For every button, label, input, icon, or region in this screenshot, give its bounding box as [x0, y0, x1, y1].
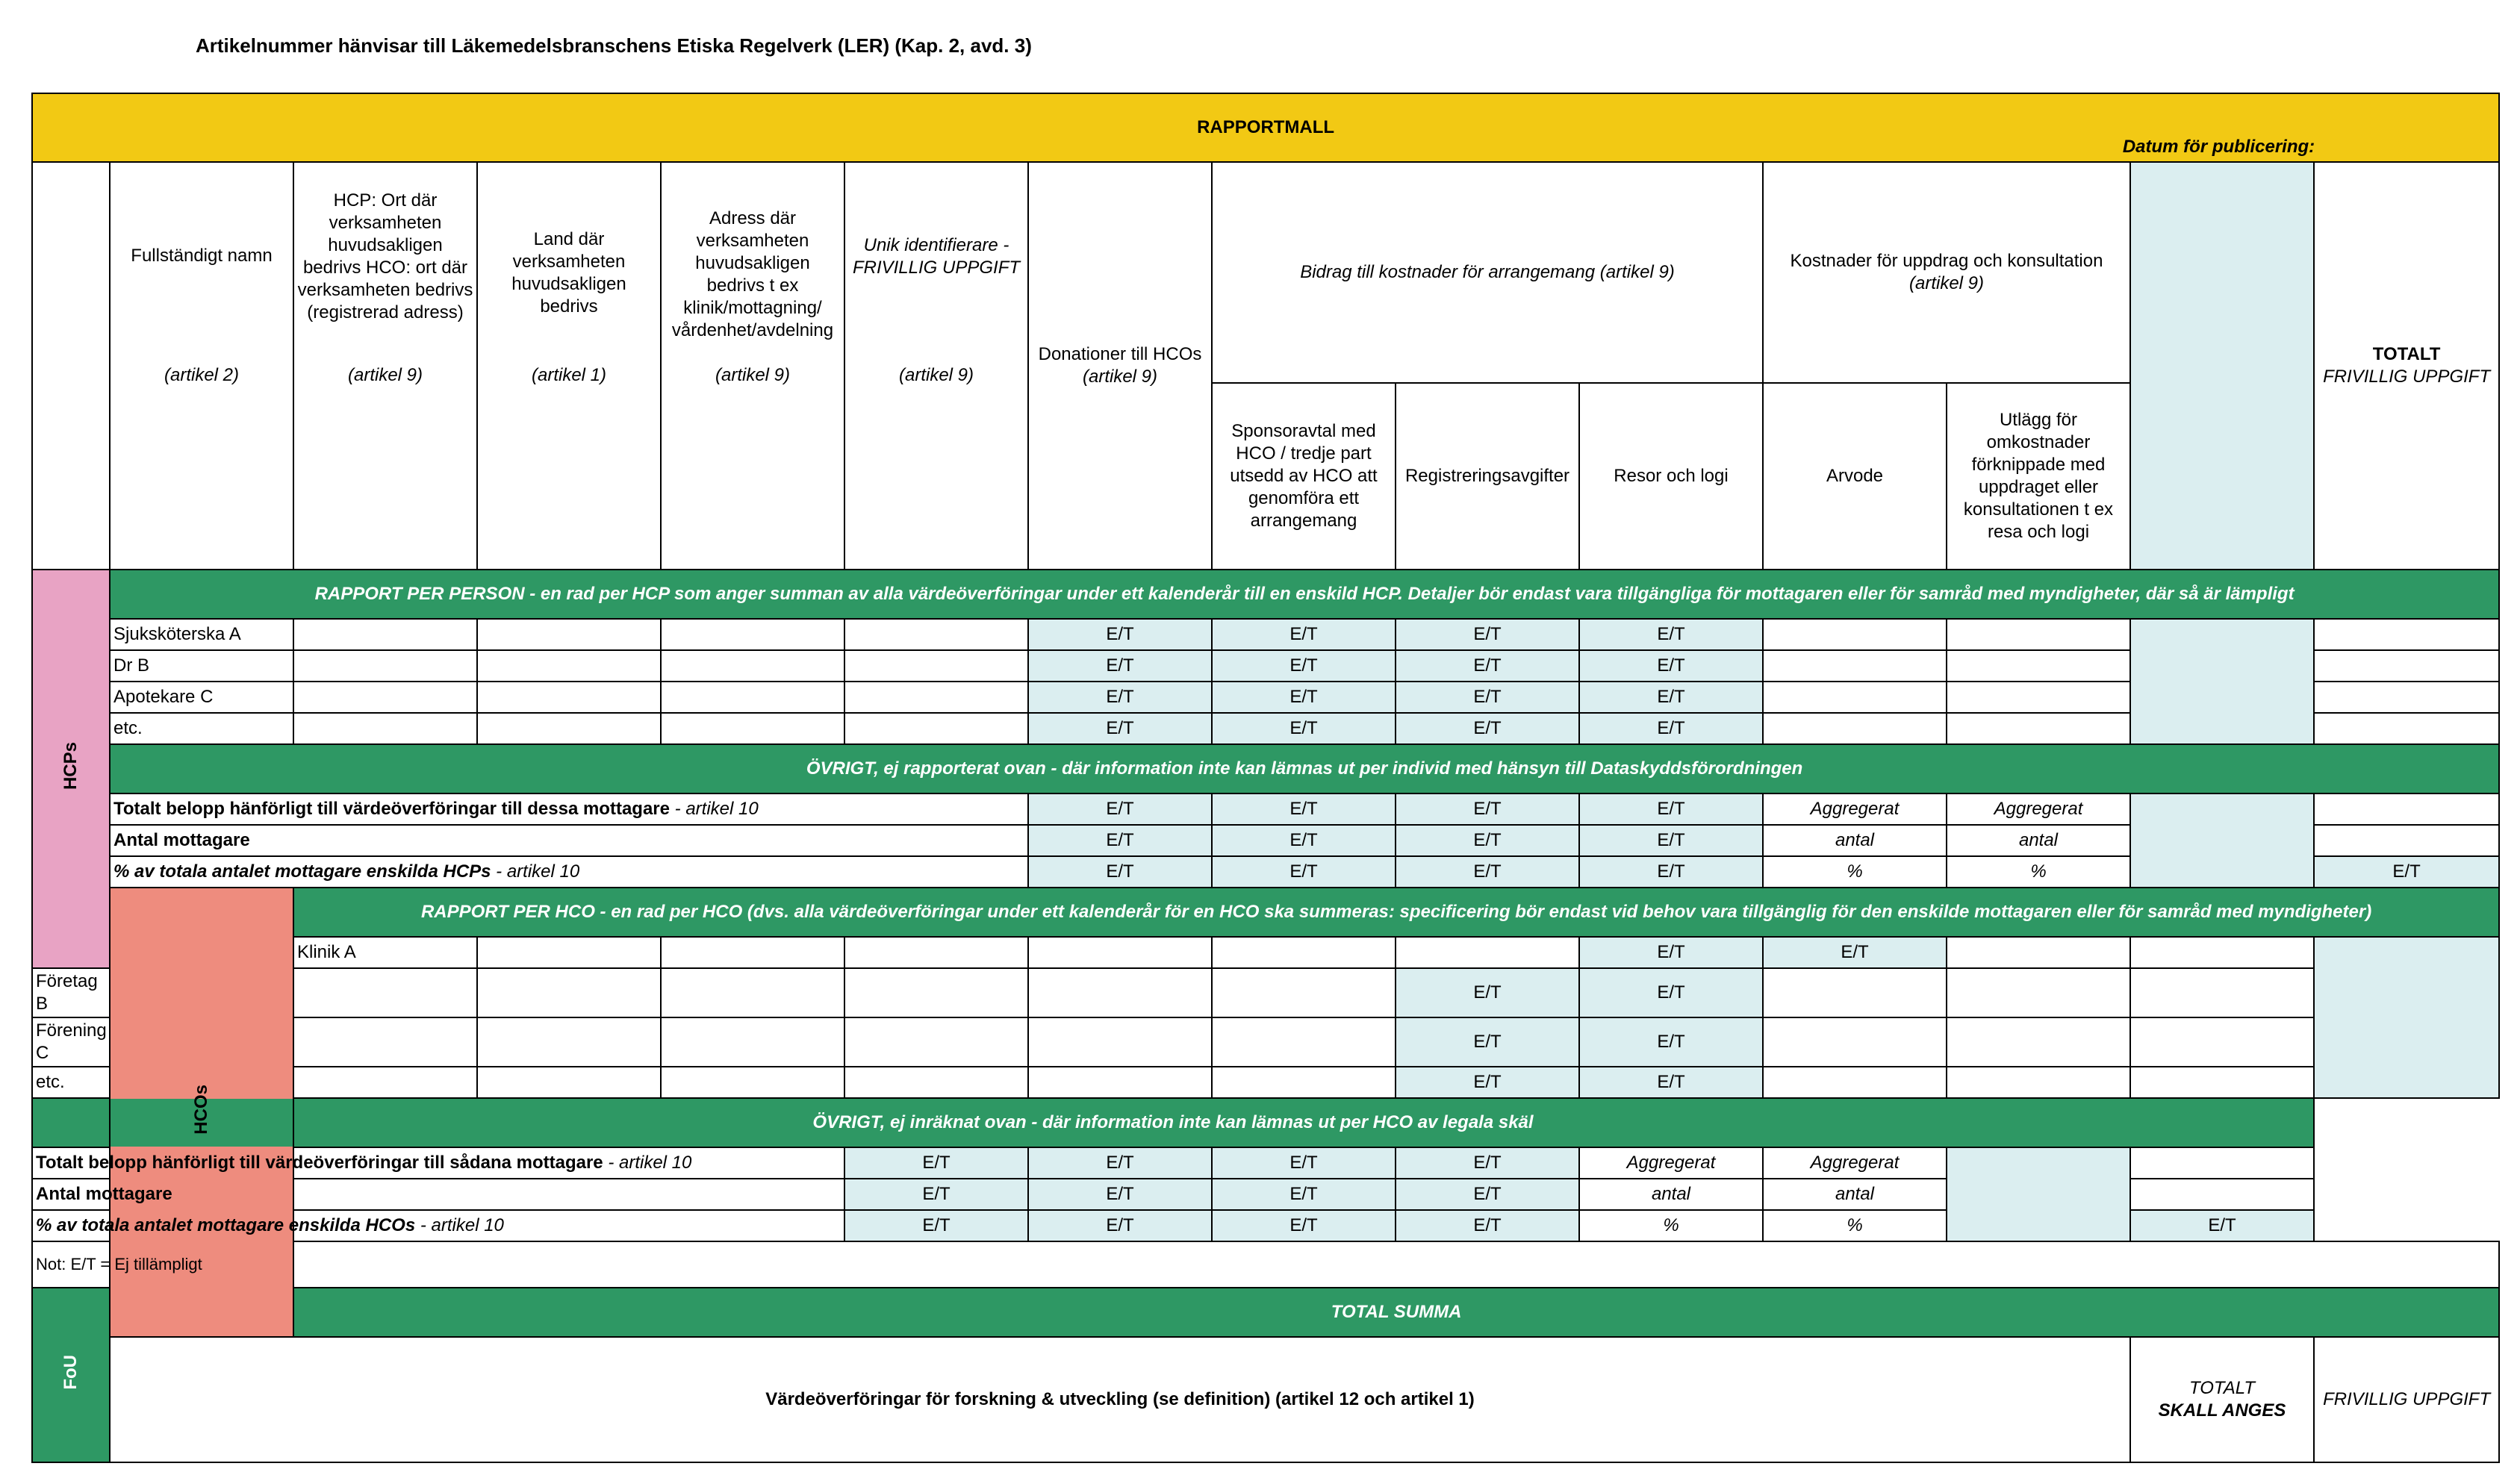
table-row	[32, 856, 2499, 888]
total-cell[interactable]	[2314, 825, 2499, 856]
na-cell: E/T	[1028, 825, 1212, 856]
header-consulting: Kostnader för uppdrag och konsultation (artikel 9)	[1763, 162, 2130, 383]
expenses-aggregate-cell: %	[1763, 1210, 1947, 1241]
registration-cell: E/T	[1579, 937, 1763, 968]
report-table	[31, 93, 2500, 1463]
na-cell: E/T	[1396, 793, 1579, 825]
donation-cell[interactable]	[1028, 968, 1212, 1017]
input-cell[interactable]	[477, 682, 661, 713]
sponsorship-cell[interactable]	[1396, 937, 1579, 968]
sponsorship-cell[interactable]	[1212, 968, 1396, 1017]
hco-row-label: Förening C	[32, 1017, 110, 1067]
top-note: Artikelnummer hänvisar till Läkemedelsbranschens Etiska Regelverk (LER) (Kap. 2, avd. 3)	[196, 34, 1032, 57]
header-total: TOTALT FRIVILLIG UPPGIFT	[2314, 162, 2499, 570]
hcp-side-label	[32, 570, 110, 968]
sponsorship-cell[interactable]	[1212, 1067, 1396, 1098]
donation-cell: E/T	[1028, 619, 1212, 650]
hco-side-text: HCOs	[191, 1084, 211, 1135]
na-cell: E/T	[1396, 1210, 1579, 1241]
na-cell: E/T	[1579, 825, 1763, 856]
input-cell[interactable]	[844, 682, 1028, 713]
fou-side-text: FoU	[60, 1354, 81, 1390]
registration-cell: E/T	[1396, 968, 1579, 1017]
hco-row-label: Klinik A	[293, 937, 477, 968]
na-cell: E/T	[1028, 1147, 1212, 1179]
header-address: Adress där verksamheten huvudsakligen bedrivs t ex klinik/mottagning/ vårdenhet/avdelning (artikel 9)	[661, 162, 844, 570]
table-row	[32, 888, 2499, 937]
fee-cell[interactable]	[1763, 1067, 1947, 1098]
header-hcp-location: HCP: Ort där verksamheten huvudsakligen bedrivs HCO: ort där verksamheten bedrivs (registrerad adress) (artikel 9)	[293, 162, 477, 570]
table-row	[32, 1067, 2499, 1098]
input-cell[interactable]	[477, 1067, 661, 1098]
registration-cell: E/T	[1396, 1017, 1579, 1067]
fou-banner: TOTAL SUMMA	[293, 1288, 2499, 1337]
hcp-row-label: Dr B	[110, 650, 293, 682]
na-cell: E/T	[844, 1179, 1028, 1210]
total-cell[interactable]	[2314, 713, 2499, 744]
input-cell[interactable]	[844, 650, 1028, 682]
donation-cell[interactable]	[1028, 1067, 1212, 1098]
expenses-cell[interactable]	[1947, 619, 2130, 650]
publication-date-label: Datum för publicering:	[2122, 137, 2315, 157]
header-country: Land där verksamheten huvudsakligen bedrivs (artikel 1)	[477, 162, 661, 570]
na-cell: E/T	[1579, 856, 1763, 888]
donation-cell[interactable]	[1028, 1017, 1212, 1067]
registration-cell: E/T	[1396, 682, 1579, 713]
donation-cell: E/T	[1028, 713, 1212, 744]
na-cell: E/T	[1028, 856, 1212, 888]
header-travel: Resor och logi	[1579, 383, 1763, 570]
title-cell	[32, 93, 2499, 162]
expenses-aggregate-cell: Aggregerat	[1763, 1147, 1947, 1179]
aggregate-label-cell	[32, 1179, 844, 1210]
fou-optional-cell: FRIVILLIG UPPGIFT	[2314, 1337, 2499, 1462]
table-row	[32, 1147, 2499, 1179]
header-full-name: Fullständigt namn (artikel 2)	[110, 162, 293, 570]
hcp-banner: RAPPORT PER PERSON - en rad per HCP som anger summan av alla värdeöverföringar under ett kalenderår till en enskild HCP. Detaljer bör endast vara tillgängliga för mottagaren eller för samråd med myndigheter, där så är lämpligt	[110, 570, 2499, 619]
input-cell[interactable]	[844, 619, 1028, 650]
hco-banner: RAPPORT PER HCO - en rad per HCO (dvs. alla värdeöverföringar under ett kalenderår för en HCO ska summeras: specificering bör endast vid behov vara tillgänglig för den enskilde mottagaren eller för samråd med myndigheter)	[293, 888, 2499, 937]
input-cell[interactable]	[293, 619, 477, 650]
hcp-row-label: etc.	[110, 713, 293, 744]
aggregate-label: Antal mottagare	[36, 1184, 172, 1204]
header-event-costs: Bidrag till kostnader för arrangemang (artikel 9)	[1212, 162, 1763, 383]
page-title: RAPPORTMALL	[1197, 117, 1335, 137]
na-cell: E/T	[1396, 1179, 1579, 1210]
aggregate-label-cell	[110, 825, 1028, 856]
input-cell[interactable]	[1028, 937, 1212, 968]
input-cell[interactable]	[477, 968, 661, 1017]
input-cell[interactable]	[661, 713, 844, 744]
aggregate-article: - artikel 10	[670, 799, 759, 819]
input-cell[interactable]	[661, 650, 844, 682]
aggregate-label: Totalt belopp hänförligt till värdeöverföringar till sådana mottagare	[36, 1153, 603, 1173]
note-blank	[293, 1241, 2499, 1288]
total-na-cell: E/T	[2130, 1210, 2314, 1241]
table-row	[32, 968, 2499, 1017]
table-row	[32, 1098, 2499, 1147]
header-sponsorship: Sponsoravtal med HCO / tredje part utsedd av HCO att genomföra ett arrangemang	[1212, 383, 1396, 570]
registration-cell: E/T	[1396, 713, 1579, 744]
na-cell: E/T	[1028, 793, 1212, 825]
na-cell: E/T	[1212, 856, 1396, 888]
hcp-side-text: HCPs	[60, 741, 81, 791]
na-cell: E/T	[1396, 825, 1579, 856]
expenses-cell[interactable]	[1947, 650, 2130, 682]
na-cell: E/T	[1028, 1179, 1212, 1210]
fee-aggregate-cell: %	[1763, 856, 1947, 888]
fee-cell[interactable]	[1763, 968, 1947, 1017]
hco-row-label: etc.	[32, 1067, 110, 1098]
total-cell[interactable]	[2130, 1147, 2314, 1179]
fee-cell[interactable]	[1763, 650, 1947, 682]
table-row	[32, 1017, 2499, 1067]
input-cell[interactable]	[293, 968, 477, 1017]
total-cell[interactable]	[2130, 968, 2314, 1017]
travel-cell: E/T	[1579, 682, 1763, 713]
input-cell[interactable]	[477, 650, 661, 682]
aggregate-label-cell	[32, 1210, 844, 1241]
travel-cell: E/T	[1579, 619, 1763, 650]
aggregate-article: - artikel 10	[491, 861, 580, 882]
table-row	[32, 1288, 2499, 1337]
total-cell[interactable]	[2130, 1067, 2314, 1098]
fee-cell[interactable]	[1763, 619, 1947, 650]
aggregate-label-cell	[110, 856, 1028, 888]
sponsorship-cell: E/T	[1212, 619, 1396, 650]
input-cell[interactable]	[293, 682, 477, 713]
hcp-row-label: Sjuksköterska A	[110, 619, 293, 650]
na-cell: E/T	[1212, 825, 1396, 856]
input-cell[interactable]	[661, 682, 844, 713]
registration-cell: E/T	[1396, 650, 1579, 682]
travel-cell: E/T	[1579, 968, 1763, 1017]
aggregate-article: - artikel 10	[603, 1153, 692, 1173]
header-blank	[32, 162, 110, 570]
aggregate-label: % av totala antalet mottagare enskilda HCPs	[113, 861, 491, 882]
hcp-row-label: Apotekare C	[110, 682, 293, 713]
donation-cell: E/T	[1028, 650, 1212, 682]
input-cell[interactable]	[844, 968, 1028, 1017]
hco-other-banner: ÖVRIGT, ej inräknat ovan - där information inte kan lämnas ut per HCO av legala skäl	[32, 1098, 2314, 1147]
aggregate-label: Antal mottagare	[113, 830, 250, 850]
input-cell[interactable]	[477, 1017, 661, 1067]
travel-cell: E/T	[1579, 650, 1763, 682]
input-cell[interactable]	[661, 619, 844, 650]
input-cell[interactable]	[293, 1067, 477, 1098]
aggregate-label-cell	[110, 793, 1028, 825]
na-cell: E/T	[1212, 1179, 1396, 1210]
blue-blank	[1947, 1147, 2130, 1241]
sponsorship-cell: E/T	[1212, 650, 1396, 682]
input-cell[interactable]	[844, 1067, 1028, 1098]
total-cell[interactable]	[2314, 682, 2499, 713]
table-row	[32, 619, 2499, 650]
registration-cell: E/T	[1396, 619, 1579, 650]
travel-cell: E/T	[1579, 713, 1763, 744]
fee-cell[interactable]	[1763, 713, 1947, 744]
aggregate-label: Totalt belopp hänförligt till värdeöverföringar till dessa mottagare	[113, 799, 670, 819]
header-donations: Donationer till HCOs (artikel 9)	[1028, 162, 1212, 570]
header-blue-blank	[2130, 162, 2314, 570]
fou-side-label	[32, 1288, 110, 1462]
na-cell: E/T	[1396, 856, 1579, 888]
sponsorship-cell: E/T	[1212, 713, 1396, 744]
input-cell[interactable]	[844, 713, 1028, 744]
fou-total-cell	[2130, 1337, 2314, 1462]
header-expenses: Utlägg för omkostnader förknippade med uppdraget eller konsultationen t ex resa och logi	[1947, 383, 2130, 570]
na-cell: E/T	[1212, 1147, 1396, 1179]
na-cell: E/T	[844, 1210, 1028, 1241]
table-row	[32, 793, 2499, 825]
na-cell: E/T	[1396, 1147, 1579, 1179]
table-row	[32, 1241, 2499, 1288]
table-row	[32, 713, 2499, 744]
header-fee: Arvode	[1763, 383, 1947, 570]
expenses-aggregate-cell: %	[1947, 856, 2130, 888]
na-cell: E/T	[1212, 1210, 1396, 1241]
fou-total-line2: SKALL ANGES	[2158, 1400, 2286, 1421]
total-cell[interactable]	[2314, 793, 2499, 825]
table-row	[32, 570, 2499, 619]
donation-cell: E/T	[1028, 682, 1212, 713]
fee-aggregate-cell: Aggregerat	[1579, 1147, 1763, 1179]
hcp-other-banner: ÖVRIGT, ej rapporterat ovan - där information inte kan lämnas ut per individ med hänsyn till Dataskyddsförordningen	[110, 744, 2499, 793]
expenses-cell[interactable]	[1947, 1017, 2130, 1067]
total-cell[interactable]	[2314, 619, 2499, 650]
expenses-cell[interactable]	[1947, 968, 2130, 1017]
total-cell[interactable]	[2130, 1179, 2314, 1210]
input-cell[interactable]	[477, 937, 661, 968]
aggregate-label-cell	[32, 1147, 844, 1179]
expenses-cell[interactable]	[1947, 1067, 2130, 1098]
input-cell[interactable]	[477, 619, 661, 650]
input-cell[interactable]	[293, 1017, 477, 1067]
blue-blank	[2130, 793, 2314, 888]
fee-aggregate-cell: antal	[1763, 825, 1947, 856]
fou-description: Värdeöverföringar för forskning & utveckling (se definition) (artikel 12 och artikel 1)	[110, 1337, 2130, 1462]
expenses-aggregate-cell: antal	[1763, 1179, 1947, 1210]
input-cell[interactable]	[661, 937, 844, 968]
na-cell: E/T	[1028, 1210, 1212, 1241]
expenses-aggregate-cell: Aggregerat	[1947, 793, 2130, 825]
sponsorship-cell[interactable]	[1212, 1017, 1396, 1067]
travel-cell: E/T	[1579, 1067, 1763, 1098]
fee-cell[interactable]	[1763, 682, 1947, 713]
fee-cell[interactable]	[1763, 1017, 1947, 1067]
total-cell[interactable]	[2314, 650, 2499, 682]
table-row	[32, 937, 2499, 968]
na-cell: E/T	[844, 1147, 1028, 1179]
fee-aggregate-cell: %	[1579, 1210, 1763, 1241]
table-row	[32, 650, 2499, 682]
registration-cell: E/T	[1396, 1067, 1579, 1098]
donation-cell[interactable]	[1212, 937, 1396, 968]
aggregate-article: - artikel 10	[415, 1215, 504, 1235]
na-cell: E/T	[1212, 793, 1396, 825]
table-row	[32, 1337, 2499, 1462]
expenses-cell[interactable]	[1947, 713, 2130, 744]
input-cell[interactable]	[293, 713, 477, 744]
input-cell[interactable]	[661, 968, 844, 1017]
header-registration: Registreringsavgifter	[1396, 383, 1579, 570]
expenses-aggregate-cell: antal	[1947, 825, 2130, 856]
expenses-cell[interactable]	[2130, 937, 2314, 968]
table-row	[32, 744, 2499, 793]
note-cell: Not: E/T = Ej tillämpligt	[32, 1241, 293, 1288]
input-cell[interactable]	[844, 1017, 1028, 1067]
fou-total-line1: TOTALT	[2188, 1378, 2255, 1398]
input-cell[interactable]	[661, 1017, 844, 1067]
input-cell[interactable]	[844, 937, 1028, 968]
table-row	[32, 682, 2499, 713]
aggregate-label: % av totala antalet mottagare enskilda HCOs	[36, 1215, 416, 1235]
total-na-cell: E/T	[2314, 856, 2499, 888]
na-cell: E/T	[1579, 793, 1763, 825]
input-cell[interactable]	[477, 713, 661, 744]
expenses-cell[interactable]	[1947, 682, 2130, 713]
blue-blank	[2314, 937, 2499, 1098]
fee-aggregate-cell: antal	[1579, 1179, 1763, 1210]
total-cell[interactable]	[2130, 1017, 2314, 1067]
hco-row-label: Företag B	[32, 968, 110, 1017]
table-row	[32, 825, 2499, 856]
travel-cell: E/T	[1579, 1017, 1763, 1067]
fee-cell[interactable]	[1947, 937, 2130, 968]
sponsorship-cell: E/T	[1212, 682, 1396, 713]
blue-blank	[2130, 619, 2314, 744]
travel-cell: E/T	[1763, 937, 1947, 968]
input-cell[interactable]	[661, 1067, 844, 1098]
fee-aggregate-cell: Aggregerat	[1763, 793, 1947, 825]
input-cell[interactable]	[293, 650, 477, 682]
header-unique-id: Unik identifierare - FRIVILLIG UPPGIFT (artikel 9)	[844, 162, 1028, 570]
